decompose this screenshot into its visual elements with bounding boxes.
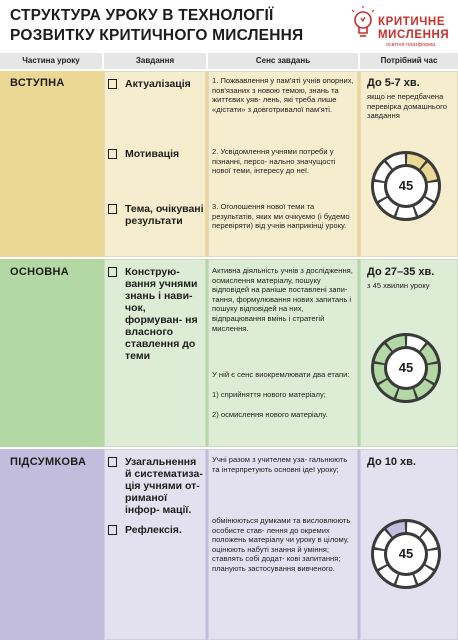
task-item: Актуалізація xyxy=(108,78,204,90)
sense-text: 3. Оголошення нової теми та результатів, яких ми очікуємо (і будемо перевіряти) від учнів наприкінці уроку. xyxy=(212,202,350,231)
task-item: Тема, очікувані результати xyxy=(108,203,204,227)
task-item: Рефлексія. xyxy=(108,524,204,536)
logo xyxy=(352,4,456,50)
time-note: якщо не передбачена перевірка домашнього завдання xyxy=(367,92,447,121)
section-title-summary: ПІДСУМКОВА xyxy=(10,456,87,468)
lesson-clock xyxy=(370,332,442,404)
checkbox-icon xyxy=(108,525,117,535)
checkbox-icon xyxy=(108,79,117,89)
column-header-time: Потрібний час xyxy=(360,53,458,69)
lesson-clock xyxy=(370,150,442,222)
sense-text: 1. Пожвавлення у пам'яті учнів опорних, пов'язаних з новою темою, знань та життєвих уяв- лень, які треба лише «дістати» з довготривалої пам'яті. xyxy=(212,76,354,114)
task-item: Конструю- вання учнями знань і нави- чок, формуван- ня власного ставлення до теми xyxy=(108,266,204,362)
page-title xyxy=(10,6,303,46)
lightbulb-logo-icon xyxy=(352,6,380,44)
sense-text: 2) осмислення нового матеріалу. xyxy=(212,410,328,419)
sense-text: 2. Усвідомлення учнями потреби у пізнанні, персо- нально значущості нової теми, інтересу до неї. xyxy=(212,147,336,176)
task-item: Узагальнення й систематиза- ція учнями от- риманої інфор- мації. xyxy=(108,456,204,516)
section-title-main: ОСНОВНА xyxy=(10,266,69,278)
logo-text-line-2: МИСЛЕННЯ xyxy=(378,29,450,41)
clock-label: 45 xyxy=(398,360,414,375)
clock-label: 45 xyxy=(398,546,414,561)
checkbox-icon xyxy=(108,204,117,214)
time-value: До 5-7 хв. xyxy=(367,77,420,89)
section-divider xyxy=(0,447,458,448)
logo-text-line-1: КРИТИЧНЕ xyxy=(378,16,446,28)
column-header-sense: Сенс завдань xyxy=(208,53,358,69)
lesson-clock xyxy=(370,518,442,590)
sense-text: Учні разом з учителем уза- гальнюють та інтерпретують основні ідеї уроку; xyxy=(212,455,348,474)
time-value: До 10 хв. xyxy=(367,456,416,468)
header xyxy=(0,0,458,52)
section-divider xyxy=(0,257,458,258)
sense-text: Активна діяльність учнів з дослідження, осмислення матеріалу, пошуку відповідей на раніше поставлені запи- тання, формулювання нових запитань і пошуку відповідей на них, відпрацювання вмінь і стратегій мислення. xyxy=(212,266,353,333)
checkbox-icon xyxy=(108,457,117,467)
checkbox-icon xyxy=(108,267,117,277)
sense-text: обмінюються думками та висловлюють особисте став- лення до окремих положень матеріалу чи уроку в цілому, оцінюють набуті знання й уміння; ставлять собі додат- кові запитання; планують застосування вивченого. xyxy=(212,516,351,573)
sense-text: 1) сприйняття нового матеріалу; xyxy=(212,390,326,399)
logo-subtitle: освітня платформа xyxy=(386,42,436,48)
time-note: з 45 хвилин уроку xyxy=(367,281,430,290)
column-header-part: Частина уроку xyxy=(0,53,102,69)
clock-label: 45 xyxy=(398,178,414,193)
column-header-tasks: Завдання xyxy=(104,53,206,69)
task-item: Мотивація xyxy=(108,148,204,160)
title-line-2: РОЗВИТКУ КРИТИЧНОГО МИСЛЕННЯ xyxy=(10,27,304,44)
checkbox-icon xyxy=(108,149,117,159)
time-value: До 27–35 хв. xyxy=(367,266,435,278)
section-title-intro: ВСТУПНА xyxy=(10,77,65,89)
intro-tasks-panel xyxy=(104,71,206,257)
sense-text: У ній є сенс виокремлювати два етапи: xyxy=(212,370,350,379)
title-line-1: СТРУКТУРА УРОКУ В ТЕХНОЛОГІЇ xyxy=(10,7,274,24)
